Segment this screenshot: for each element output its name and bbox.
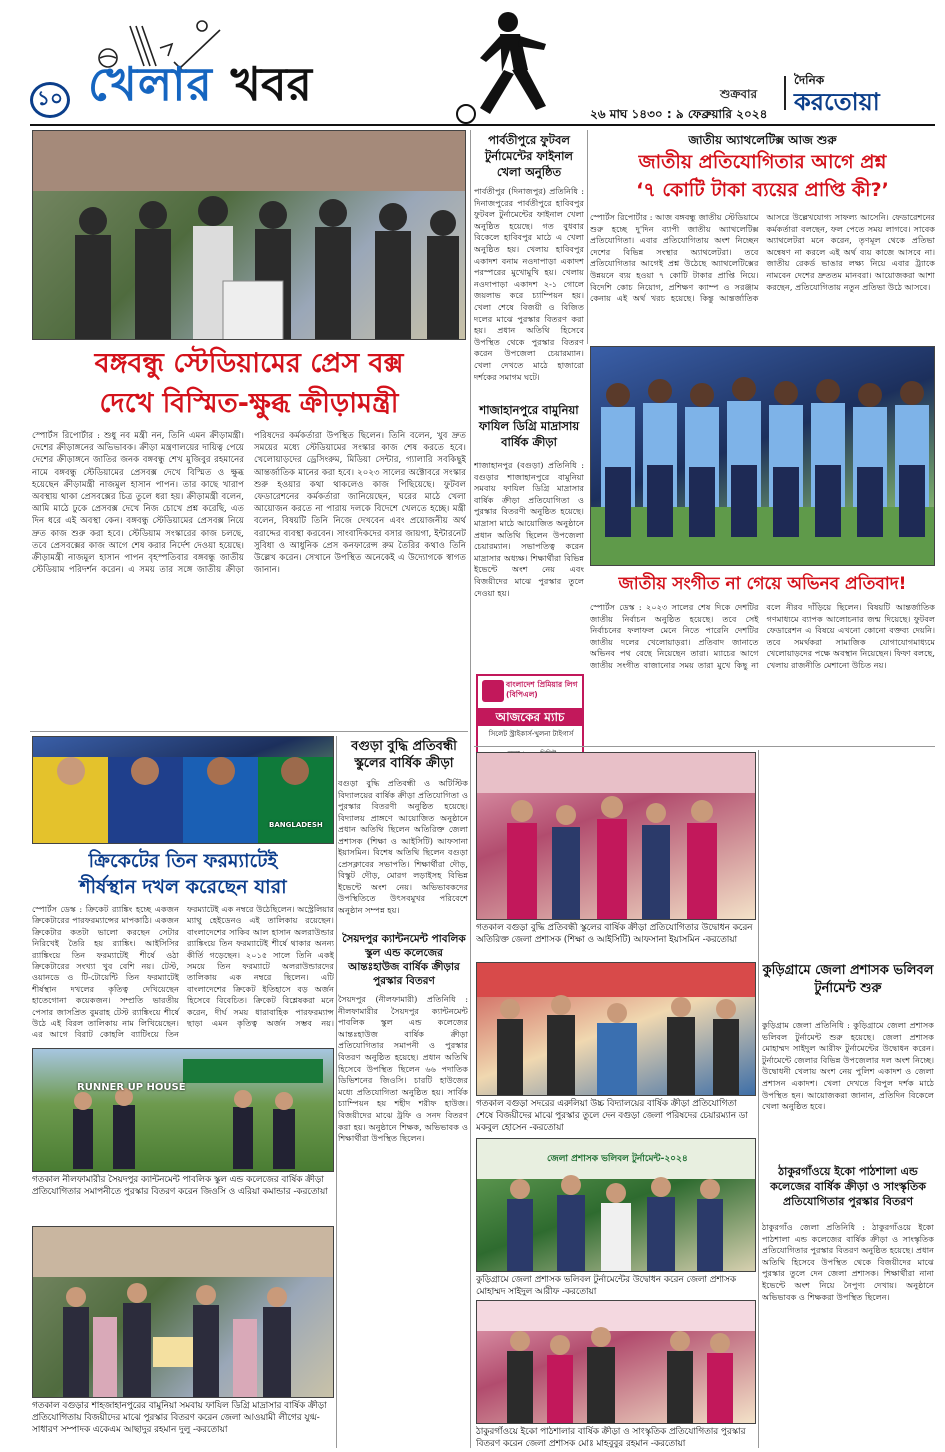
bpl-logo-icon [482,680,504,702]
prize-ceremony-illustration [477,1301,756,1424]
team-lineup-illustration [591,347,935,566]
bpl-league-name: বাংলাদেশ প্রিমিয়ার লিগ (বিপিএল) [506,680,578,699]
column-rule [470,130,471,1448]
prize-giving-illustration [33,1227,334,1398]
thakurgaon-photo [476,1300,756,1424]
paper-prefix: দৈনিক [794,73,825,87]
section-title-part1: খেলার [88,57,213,111]
runner-up-banner: RUNNER UP HOUSE [77,1082,186,1093]
cricket-headline-line2: শীর্ষস্থান দখল করেছেন যারা [79,876,287,898]
madrasa-photo-caption: গতকাল বগুড়ার শাহজাহানপুরের বামুনিয়া সমবায় ফাযিল ডিগ্রি মাদ্রাসার বার্ষিক ক্রীড়া প্রতিযোগিতায় বিজয়ীদের মাঝে পুরস্কার বিতরণ করেন জেলা আওয়ামী লীগের যুগ্ম-সাধারণ সম্পাদক একেএম আছাদুর রহমান দুলু -করতোয়া [32,1401,327,1435]
main-headline-line1: বঙ্গবন্ধু স্টেডিয়ামের প্রেস বক্স [94,348,404,379]
volleyball-photo-caption: কুড়িগ্রামে জেলা প্রশাসক ভলিবল টুর্নামেন্টের উদ্বোধন করেন জেলা প্রশাসক মোহাম্মদ সাইদুল আরীফ -করতোয়া [476,1275,737,1297]
column-rule [587,130,588,344]
volleyball-banner: জেলা প্রশাসক ভলিবল টুর্নামেন্ট-২০২৪ [547,1154,688,1164]
madrasa-photo [32,1226,334,1398]
protest-body: স্পোর্টস ডেস্ক : ২০২৩ সালের শেষ দিকে দেশটির জাতীয় নির্বাচন অনুষ্ঠিত হয়েছে। তবে সেই নির্বাচনের ফলাফল মেনে নিতে পারেনি দেশটির জাতীয় দলের খেলোয়াড়রা। প্রতিবাদ জানাতে অভিনব পথ বেছে নিয়েছেন তারা। ম্যাচের আগে জাতীয় সংগীত বাজানোর সময় তারা মুখে কিছু না বলে নীরব দাঁড়িয়ে ছিলেন। বিষয়টি আন্তর্জাতিক গণমাধ্যমে ব্যাপক আলোচনার জন্ম দিয়েছে। ফুটবল ফেডারেশন এ বিষয়ে এখনো কোনো বক্তব্য দেয়নি। তবে সমর্থকরা সামাজিক যোগাযোগমাধ্যমে খেলোয়াড়দের পক্ষে অবস্থান নিয়েছেন। ফিফা বলছে, খেলায় রাজনীতি মেশানো উচিত নয়। [590,602,935,670]
bpl-match-title: আজকের ম্যাচ [478,708,582,726]
masthead-rule [30,124,935,126]
erulia-photo-caption: গতকাল বগুড়া সদরের এরুলিয়া উচ্চ বিদ্যালয়ের বার্ষিক ক্রীড়া প্রতিযোগিতা শেষে বিজয়ীদের মাঝে পুরস্কার তুলে দেন বগুড়া জেলা পরিষদের চেয়ারম্যান ডা মকবুল হোসেন -করতোয়া [476,1099,748,1133]
main-headline [30,344,468,424]
cantonment-photo [32,1048,334,1172]
cricket-headline [30,848,336,900]
cricketers-photo [32,736,334,844]
madrasa-body: শাজাহানপুর (বগুড়া) প্রতিনিধি : বগুড়ার শাজাহানপুরে বামুনিয়া সমবায় ফাযিল ডিগ্রি মাদ্রাসার বার্ষিক ক্রীড়া প্রতিযোগিতা ও পুরস্কার বিতরণী অনুষ্ঠিত হয়েছে। মাদ্রাসা মাঠে আয়োজিত অনুষ্ঠানে প্রধান অতিথি ছিলেন উপজেলা চেয়ারম্যান। সভাপতিত্ব করেন মাদ্রাসার অধ্যক্ষ। শিক্ষার্থীরা বিভিন্ন ইভেন্টে অংশ নেয় এবং বিজয়ীদের মাঝে পুরস্কার তুলে দেওয়া হয়। [474,460,584,598]
athletics-headline-line1: জাতীয় প্রতিযোগিতার আগে প্রশ্ন [638,151,887,173]
page-number: ১০ [37,85,63,110]
award-ceremony-illustration [33,1049,334,1172]
volleyball-headline: কুড়িগ্রামে জেলা প্রশাসক ভলিবল টুর্নামেন্ট শুরু [762,963,934,996]
athletics-headline-line2: ‘৭ কোটি টাকা ব্যয়ের প্রাপ্তি কী?’ [636,179,889,201]
disabled-school-body: বগুড়া বুদ্ধি প্রতিবন্ধী ও অটিস্টিক বিদ্যালয়ের বার্ষিক ক্রীড়া প্রতিযোগিতা ও পুরস্কার বিতরণী অনুষ্ঠিত হয়েছে। বিদ্যালয় প্রাঙ্গণে আয়োজিত অনুষ্ঠানে প্রধান অতিথি ছিলেন অতিরিক্ত জেলা প্রশাসক (শিক্ষা ও আইসিটি) আফসানা ইয়াসমিন। বিশেষ অতিথি ছিলেন বগুড়া প্রেসক্লাবের সভাপতি। শিক্ষার্থীরা দৌড়, বিস্কুট দৌড়, মোরগ লড়াইসহ বিভিন্ন ইভেন্টে অংশ নেয়। অভিভাবকদের উপস্থিতিতে উৎসবমুখর পরিবেশে অনুষ্ঠান সম্পন্ন হয়। [338,778,468,915]
volleyball-body: কুড়িগ্রাম জেলা প্রতিনিধি : কুড়িগ্রামে জেলা প্রশাসক ভলিবল টুর্নামেন্ট শুরু হয়েছে। জেলা প্রশাসক মোহাম্মদ সাইদুল আরীফ টুর্নামেন্টের উদ্বোধন করেন। টুর্নামেন্টে জেলার বিভিন্ন উপজেলার দল অংশ নিচ্ছে। উদ্বোধনী খেলায় অংশ নেয় পুলিশ একাদশ ও জেলা প্রশাসন একাদশ। খেলা দেখতে বিপুল দর্শক মাঠে উপস্থিত হন। আয়োজকরা জানান, প্রতিদিন বিকেলে খেলা অনুষ্ঠিত হবে। [762,1020,934,1112]
section-title-part2: খবর [230,57,312,111]
masthead [0,0,945,128]
main-story-body: স্পোর্টস রিপোর্টার : শুধু নব মন্ত্রী নন, তিনি এমন ক্রীড়ামন্ত্রী। দেশের ক্রীড়াঙ্গনের অভিভাবক। ক্রীড়া মন্ত্রণালয়ের দায়িত্ব পেয়ে দেশের ক্রীড়াঙ্গনে জাতির জনক বঙ্গবন্ধু শেখ মুজিবুর রহমানের নামে বঙ্গবন্ধু স্টেডিয়ামের প্রেসবক্স দেখে বিস্মিত ও ক্ষুব্ধ হয়েছেন ক্রীড়ামন্ত্রী নাজমুল হাসান পাপন। তার কাছে খারাপ অবস্থায় থাকা প্রেসবক্সের চিত্র তুলে ধরা হয়। ক্রীড়ামন্ত্রী বলেন, আমি মাঠে ঢুকে প্রেসবক্স দেখে নিজ চোখে প্রশ্ন করেছি, এত দিন ধরে এই অবস্থা কেন। বঙ্গবন্ধু স্টেডিয়ামের প্রেসবক্স নিয়ে দ্রুত কাজ শুরু করা হবে। স্টেডিয়াম সংস্কারের কাজ চলছে, তবে প্রেসবক্সের কাজ আগে শেষ করার নির্দেশ দেওয়া হয়েছে। ক্রীড়ামন্ত্রী নাজমুল হাসান পাপন বৃহস্পতিবার বঙ্গবন্ধু জাতীয় স্টেডিয়াম পরিদর্শন করেন। এ সময় তার সঙ্গে জাতীয় ক্রীড়া পরিষদের কর্মকর্তারা উপস্থিত ছিলেন। তিনি বলেন, খুব দ্রুত সময়ের মধ্যে স্টেডিয়ামের সংস্কার কাজ শেষ করতে হবে। খেলোয়াড়দের ড্রেসিংরুম, মিডিয়া সেন্টার, গ্যালারি সবকিছুই আন্তর্জাতিক মানের করা হবে। ২০২৩ সালের অক্টোবরে সংস্কার শুরু হওয়ার কথা থাকলেও কাজ পিছিয়েছে। ফুটবল ফেডারেশনের কর্মকর্তারা জানিয়েছেন, ঘরের মাঠে খেলা আয়োজন করতে না পারায় দলকে বিদেশে খেলতে হচ্ছে। মন্ত্রী বলেন, বিষয়টি তিনি নিজে দেখবেন এবং প্রয়োজনীয় অর্থ বরাদ্দের ব্যবস্থা করবেন। সাংবাদিকদের বসার জায়গা, ইন্টারনেট সুবিধা ও আধুনিক প্রেস কনফারেন্স রুম তৈরির কথাও তিনি উল্লেখ করেন। সেখানে উপস্থিত অনেকেই এ উদ্যোগকে স্বাগত জানান। [32,431,466,576]
cantonment-photo-caption: গতকাল নীলফামারীর সৈয়দপুর ক্যান্টনমেন্ট পাবলিক স্কুল এন্ড কলেজের বার্ষিক ক্রীড়া প্রতিযোগিতার সমাপনীতে পুরস্কার বিতরণ করেন জিওসি ও এরিয়া কমান্ডার -করতোয়া [32,1175,328,1197]
section-title [88,56,312,126]
bpl-match1: সিলেট স্ট্রাইকার্স-খুলনা টাইগার্স [488,730,574,738]
thakurgaon-headline: ঠাকুরগাঁওয়ে ইকো পাঠশালা এন্ড কলেজের বার্ষিক ক্রীড়া ও সাংস্কৃতিক প্রতিযোগিতার পুরস্কার বিতরণ [770,1165,926,1208]
weekday: শুক্রবার [720,87,758,101]
athletics-kicker: জাতীয় অ্যাথলেটিক্স আজ শুরু [688,133,837,147]
protest-headline: জাতীয় সংগীত না গেয়ে অভিনব প্রতিবাদ! [618,574,907,594]
disabled-school-photo [476,752,756,920]
students-illustration [477,753,756,920]
page-number-badge [30,82,70,118]
cricket-headline-line1: ক্রিকেটের তিন ফরম্যাটেই [88,850,278,872]
disabled-school-photo-caption: গতকাল বগুড়া বুদ্ধি প্রতিবন্ধী স্কুলের বার্ষিক ক্রীড়া প্রতিযোগিতার উদ্বোধন করেন অতিরিক্ত জেলা প্রশাসক (শিক্ষা ও আইসিটি) আফসানা ইয়াসমিন -করতোয়া [476,923,753,945]
erulia-school-photo [476,962,756,1096]
crowd-illustration [33,131,466,340]
cricket-story-body: স্পোর্টস ডেস্ক : ক্রিকেট র‍্যাঙ্কিং হচ্ছে একজন ক্রিকেটারের পারফরম্যান্সের মাপকাঠি। একজন ক্রিকেটার কতটা ভালো করছেন সেটার নিরিখেই তৈরি হয় র‍্যাঙ্কিং। আইসিসির র‍্যাঙ্কিংয়ে তিন ফরম্যাটেই শীর্ষে ওঠা ক্রিকেটারের সংখ্যা খুব বেশি নয়। টেস্ট, ওয়ানডে ও টি-টোয়েন্টি তিন ফরম্যাটেই শীর্ষস্থান দখলের কৃতিত্ব দেখিয়েছেন হাতেগোনা কয়েকজন। সম্প্রতি ভারতীয় পেসার জাসপ্রিত বুমরাহ টেস্ট র‍্যাঙ্কিংয়ে শীর্ষে উঠে এই বিরল তালিকায় নাম লিখিয়েছেন। এর আগে বিরাট কোহলি ব্যাটিংয়ে তিন ফরম্যাটেই এক নম্বরে উঠেছিলেন। অস্ট্রেলিয়ার ম্যাথু হেইডেনও এই তালিকায় রয়েছেন। বাংলাদেশের সাকিব আল হাসান অলরাউন্ডার র‍্যাঙ্কিংয়ে তিন ফরম্যাটেই শীর্ষে থাকার অনন্য কীর্তি গড়েছেন। ২০১৫ সালে তিনি একই সময়ে তিন ফরম্যাটে অলরাউন্ডারদের তালিকায় এক নম্বরে ছিলেন। এটি বাংলাদেশের ক্রিকেট ইতিহাসে বড় অর্জন হিসেবে বিবেচিত। ক্রিকেট বিশ্লেষকরা মনে করেন, দীর্ঘ সময় ধারাবাহিক পারফরম্যান্স ছাড়া এমন কৃতিত্ব অর্জন সম্ভব নয়। [32,904,334,1040]
column-rule [336,736,337,1448]
cantonment-body: সৈয়দপুর (নীলফামারী) প্রতিনিধি : নীলফামারীর সৈয়দপুর ক্যান্টনমেন্ট পাবলিক স্কুল এন্ড কলেজের আন্তঃহাউজ বার্ষিক ক্রীড়া প্রতিযোগিতার সমাপনী ও পুরস্কার বিতরণ অনুষ্ঠিত হয়েছে। প্রধান অতিথি হিসেবে উপস্থিত ছিলেন ৬৬ পদাতিক ডিভিশনের জিওসি। চারটি হাউজের মধ্যে প্রতিযোগিতা অনুষ্ঠিত হয়। সার্বিক চ্যাম্পিয়ন হয় শহীদ শরীফ হাউজ। বিজয়ীদের মাঝে ট্রফি ও সনদ বিতরণ করা হয়। অনুষ্ঠানে শিক্ষক, অভিভাবক ও শিক্ষার্থীরা উপস্থিত ছিলেন। [338,994,468,1144]
date-line: ২৬ মাঘ ১৪৩০ : ৯ ফেব্রুয়ারি ২০২৪ [590,107,768,121]
brand-divider [784,76,786,110]
football-team-photo [590,346,935,566]
madrasa-headline: শাজাহানপুরে বামুনিয়া ফাযিল ডিগ্রি মাদ্রাসায় বার্ষিক ক্রীড়া [478,403,580,449]
disabled-school-headline: বগুড়া বুদ্ধি প্রতিবন্ধী স্কুলের বার্ষিক ক্রীড়া [351,739,457,771]
jersey-text: BANGLADESH [269,821,323,829]
athletics-headline [590,148,935,204]
athletics-body: স্পোর্টস রিপোর্টার : আজ বঙ্গবন্ধু জাতীয় স্টেডিয়ামে শুরু হচ্ছে দু'দিন ব্যাপী জাতীয় অ্যাথলেটিক্স প্রতিযোগিতা। এবার প্রতিযোগিতায় অংশ নিচ্ছেন দেশের বিভিন্ন সংস্থার অ্যাথলেটরা। তবে প্রতিযোগিতার আগেই প্রশ্ন উঠেছে অ্যাথলেটিক্সের উন্নয়নে ব্যয় হওয়া ৭ কোটি টাকার প্রাপ্তি নিয়ে। বিদেশি কোচ নিয়োগ, প্রশিক্ষণ ক্যাম্প ও সরঞ্জাম কেনায় এই অর্থ খরচ হয়েছে। কিন্তু আন্তর্জাতিক আসরে উল্লেখযোগ্য সাফল্য আসেনি। ফেডারেশনের কর্মকর্তারা বলছেন, ফল পেতে সময় লাগবে। সাবেক অ্যাথলেটরা মনে করেন, তৃণমূল থেকে প্রতিভা অন্বেষণ না করলে এই অর্থ ব্যয় কাজে আসবে না। জাতীয় রেকর্ড ভাঙার লক্ষ্য নিয়ে এবার ট্র্যাকে নামবেন দেশের দ্রুততম মানবরা। আয়োজকরা আশা করছেন, প্রতিযোগিতায় নতুন প্রতিভা উঠে আসবে। [590,212,935,304]
paper-name: করতোয়া [794,88,880,116]
thakurgaon-photo-caption: ঠাকুরগাঁওয়ে ইকো পাঠশালার বার্ষিক ক্রীড়া ও সাংস্কৃতিক প্রতিযোগিতার পুরস্কার বিতরণ করেন জেলা প্রশাসক মোঃ মাহবুবুর রহমান -করতোয়া [476,1427,746,1449]
divider [30,731,468,732]
award-stage-illustration [477,963,756,1096]
thakurgaon-body: ঠাকুরগাঁও জেলা প্রতিনিধি : ঠাকুরগাঁওয়ে ইকো পাঠশালা এন্ড কলেজের বার্ষিক ক্রীড়া ও সাংস্কৃতিক প্রতিযোগিতার পুরস্কার বিতরণ অনুষ্ঠিত হয়েছে। প্রধান অতিথি হিসেবে উপস্থিত থেকে বিজয়ীদের মাঝে পুরস্কার তুলে দেন জেলা প্রশাসক। শিক্ষার্থীরা নানা ইভেন্টে অংশ নিয়ে নৈপুণ্য দেখায়। অনুষ্ঠানে অভিভাবক ও শিক্ষকরা উপস্থিত ছিলেন। [762,1222,934,1302]
cantonment-headline: সৈয়দপুর ক্যান্টনমেন্ট পাবলিক স্কুল এন্ড কলেজের আন্তঃহাউজ বার্ষিক ক্রীড়ার পুরস্কার বিতরণ [342,933,466,987]
divider [474,746,935,747]
volleyball-photo [476,1138,756,1272]
press-briefing-photo [32,130,466,340]
kicking-player-icon [450,10,560,125]
football-final-body: পার্বতীপুর (দিনাজপুর) প্রতিনিধি : দিনাজপুরের পার্বতীপুরে হাবিবপুর ফুটবল টুর্নামেন্টের ফাইনাল খেলা অনুষ্ঠিত হয়েছে। গত বুধবার বিকেলে হাবিবপুর মাঠে এ খেলা অনুষ্ঠিত হয়। খেলায় হাবিবপুর একাদশ বনাম নওদাপাড়া একাদশ পরস্পরের মুখোমুখি হয়। খেলায় নওদাপাড়া একাদশ ২-১ গোলে জয়লাভ করে চ্যাম্পিয়ন হয়। খেলা শেষে বিজয়ী ও বিজিত দলের মাঝে পুরস্কার বিতরণ করা হয়। প্রধান অতিথি হিসেবে উপস্থিত থেকে পুরস্কার বিতরণ করেন উপজেলা চেয়ারম্যান। খেলা দেখতে মাঠে হাজারো দর্শকের সমাগম ঘটে। [474,186,584,382]
main-headline-line2: দেখে বিস্মিত-ক্ষুব্ধ ক্রীড়ামন্ত্রী [99,388,399,419]
column-rule [758,750,759,1448]
football-final-headline: পার্বতীপুরে ফুটবল টুর্নামেন্টের ফাইনাল খেলা অনুষ্ঠিত [485,133,573,179]
